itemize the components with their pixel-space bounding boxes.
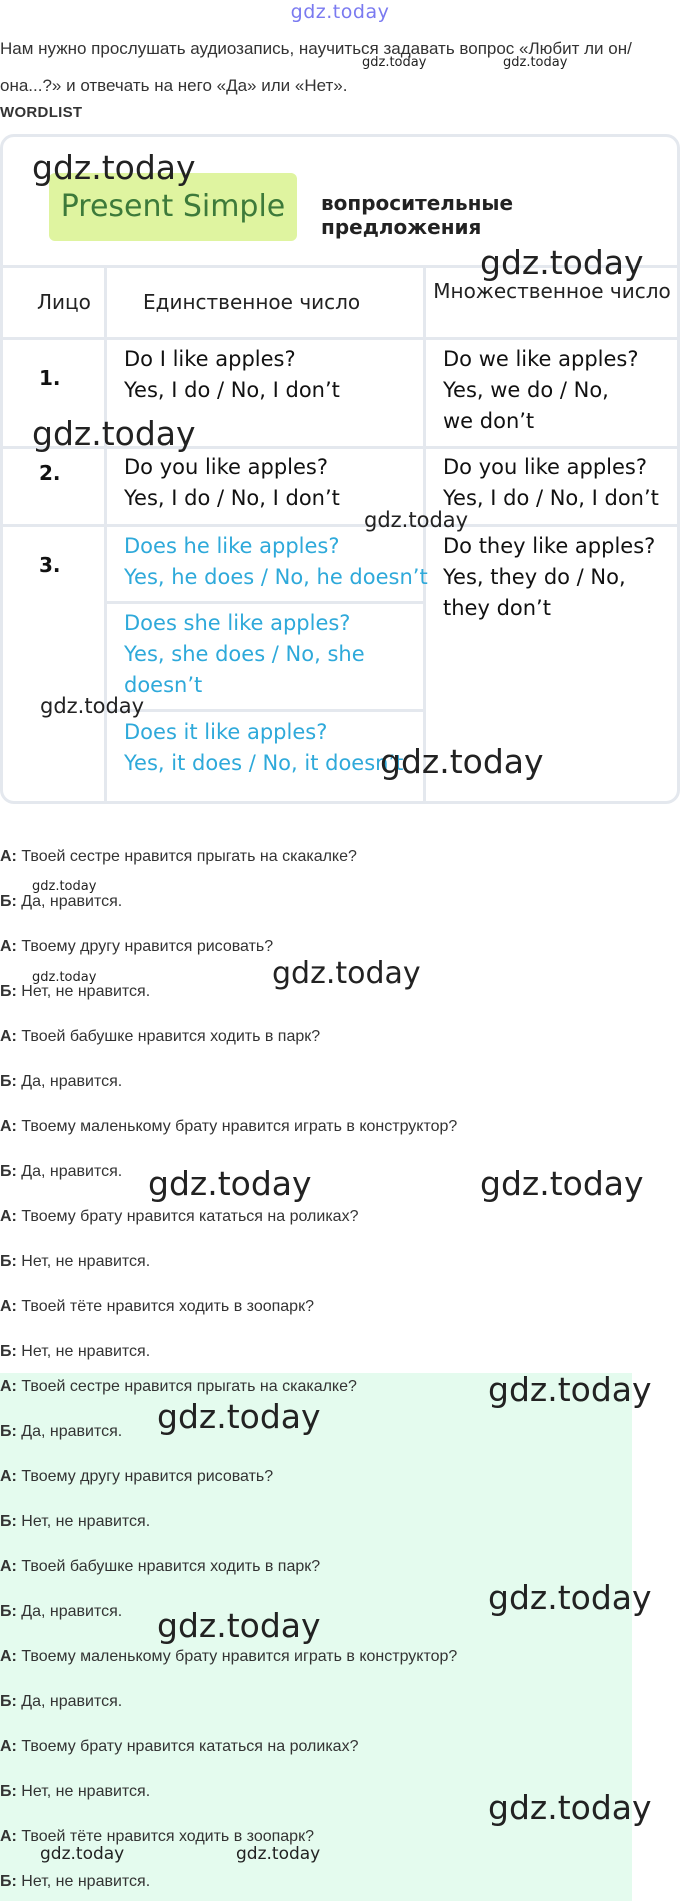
dialogue-line-a: А: Твоей бабушке нравится ходить в парк? <box>0 1028 321 1045</box>
answer-line-b: Б: Нет, не нравится. <box>0 1873 151 1890</box>
header-plural: Множественное число <box>433 279 671 303</box>
watermark: gdz.today <box>40 1844 125 1864</box>
watermark: gdz.today <box>380 742 544 781</box>
answer-line-a: А: Твоей сестре нравится прыгать на скакалке? <box>0 1378 357 1395</box>
watermark: gdz.today <box>362 55 427 70</box>
answer-line-b: Б: Да, нравится. <box>0 1423 123 1440</box>
plural-cell: Do you like apples? Yes, I do / No, I don’t <box>443 455 659 510</box>
dialogue-line-a: А: Твоей тёте нравится ходить в зоопарк? <box>0 1298 314 1315</box>
watermark: gdz.today <box>480 243 644 282</box>
dialogue-line-b: Б: Нет, не нравится. <box>0 983 151 1000</box>
dialogue-line-a: А: Твоей сестре нравится прыгать на скакалке? <box>0 848 357 865</box>
site-logo[interactable]: gdz.today <box>290 1 390 23</box>
watermark: gdz.today <box>272 956 421 991</box>
answer-line-b: Б: Нет, не нравится. <box>0 1513 151 1530</box>
dialogue-line-a: А: Твоему другу нравится рисовать? <box>0 938 274 955</box>
watermark: gdz.today <box>503 55 568 70</box>
watermark: gdz.today <box>488 1370 652 1409</box>
singular-cell-it: Does it like apples? Yes, it does / No, it doesn’t <box>124 720 404 775</box>
answer-line-b: Б: Нет, не нравится. <box>0 1783 151 1800</box>
answer-line-a: А: Твоей бабушке нравится ходить в парк? <box>0 1558 321 1575</box>
dialogue-line-b: Б: Да, нравится. <box>0 1163 123 1180</box>
answer-line-b: Б: Да, нравится. <box>0 1603 123 1620</box>
watermark: gdz.today <box>148 1164 312 1203</box>
answer-line-a: А: Твоему брату нравится кататься на роликах? <box>0 1738 359 1755</box>
watermark: gdz.today <box>488 1578 652 1617</box>
answer-line-a: А: Твоему маленькому брату нравится играть в конструктор? <box>0 1648 458 1665</box>
watermark: gdz.today <box>32 414 196 453</box>
watermark: gdz.today <box>488 1788 652 1827</box>
watermark: gdz.today <box>364 508 469 532</box>
singular-cell-she: Does she like apples? Yes, she does / No, she doesn’t <box>124 611 365 697</box>
dialogue-line-b: Б: Да, нравится. <box>0 893 123 910</box>
card-subtitle: вопросительные предложения <box>321 191 514 239</box>
answer-line-a: А: Твоему другу нравится рисовать? <box>0 1468 274 1485</box>
watermark: gdz.today <box>32 148 196 187</box>
dialogue-line-b: Б: Нет, не нравится. <box>0 1343 151 1360</box>
singular-cell: Do you like apples? Yes, I do / No, I don’t <box>124 455 340 510</box>
plural-cell: Do we like apples? Yes, we do / No, we don’t <box>443 347 639 433</box>
dialogue-line-a: А: Твоему маленькому брату нравится играть в конструктор? <box>0 1118 458 1135</box>
dialogue-line-b: Б: Нет, не нравится. <box>0 1253 151 1270</box>
watermark: gdz.today <box>157 1397 321 1436</box>
row-number: 1. <box>39 366 61 390</box>
watermark: gdz.today <box>480 1164 644 1203</box>
row-number: 3. <box>39 553 61 577</box>
watermark: gdz.today <box>157 1606 321 1645</box>
intro-text: Нам нужно прослушать аудиозапись, научиться задавать вопрос «Любит ли он/она...?» и отвечать на него «Да» или «Нет». <box>0 39 632 95</box>
row-number: 2. <box>39 461 61 485</box>
answer-line-b: Б: Да, нравится. <box>0 1693 123 1710</box>
watermark: gdz.today <box>40 694 145 718</box>
watermark: gdz.today <box>32 970 97 985</box>
answer-line-a: А: Твоей тёте нравится ходить в зоопарк? <box>0 1828 314 1845</box>
watermark: gdz.today <box>32 879 97 894</box>
watermark: gdz.today <box>236 1844 321 1864</box>
present-simple-badge: Present Simple <box>49 173 297 241</box>
dialogue-line-a: А: Твоему брату нравится кататься на роликах? <box>0 1208 359 1225</box>
plural-cell: Do they like apples? Yes, they do / No, they don’t <box>443 534 656 620</box>
header-singular: Единственное число <box>143 290 361 314</box>
singular-cell: Do I like apples? Yes, I do / No, I don’t <box>124 347 340 402</box>
header-person: Лицо <box>37 290 91 314</box>
dialogue-line-b: Б: Да, нравится. <box>0 1073 123 1090</box>
wordlist-label: WORDLIST <box>0 104 83 121</box>
singular-cell-he: Does he like apples? Yes, he does / No, he doesn’t <box>124 534 428 589</box>
